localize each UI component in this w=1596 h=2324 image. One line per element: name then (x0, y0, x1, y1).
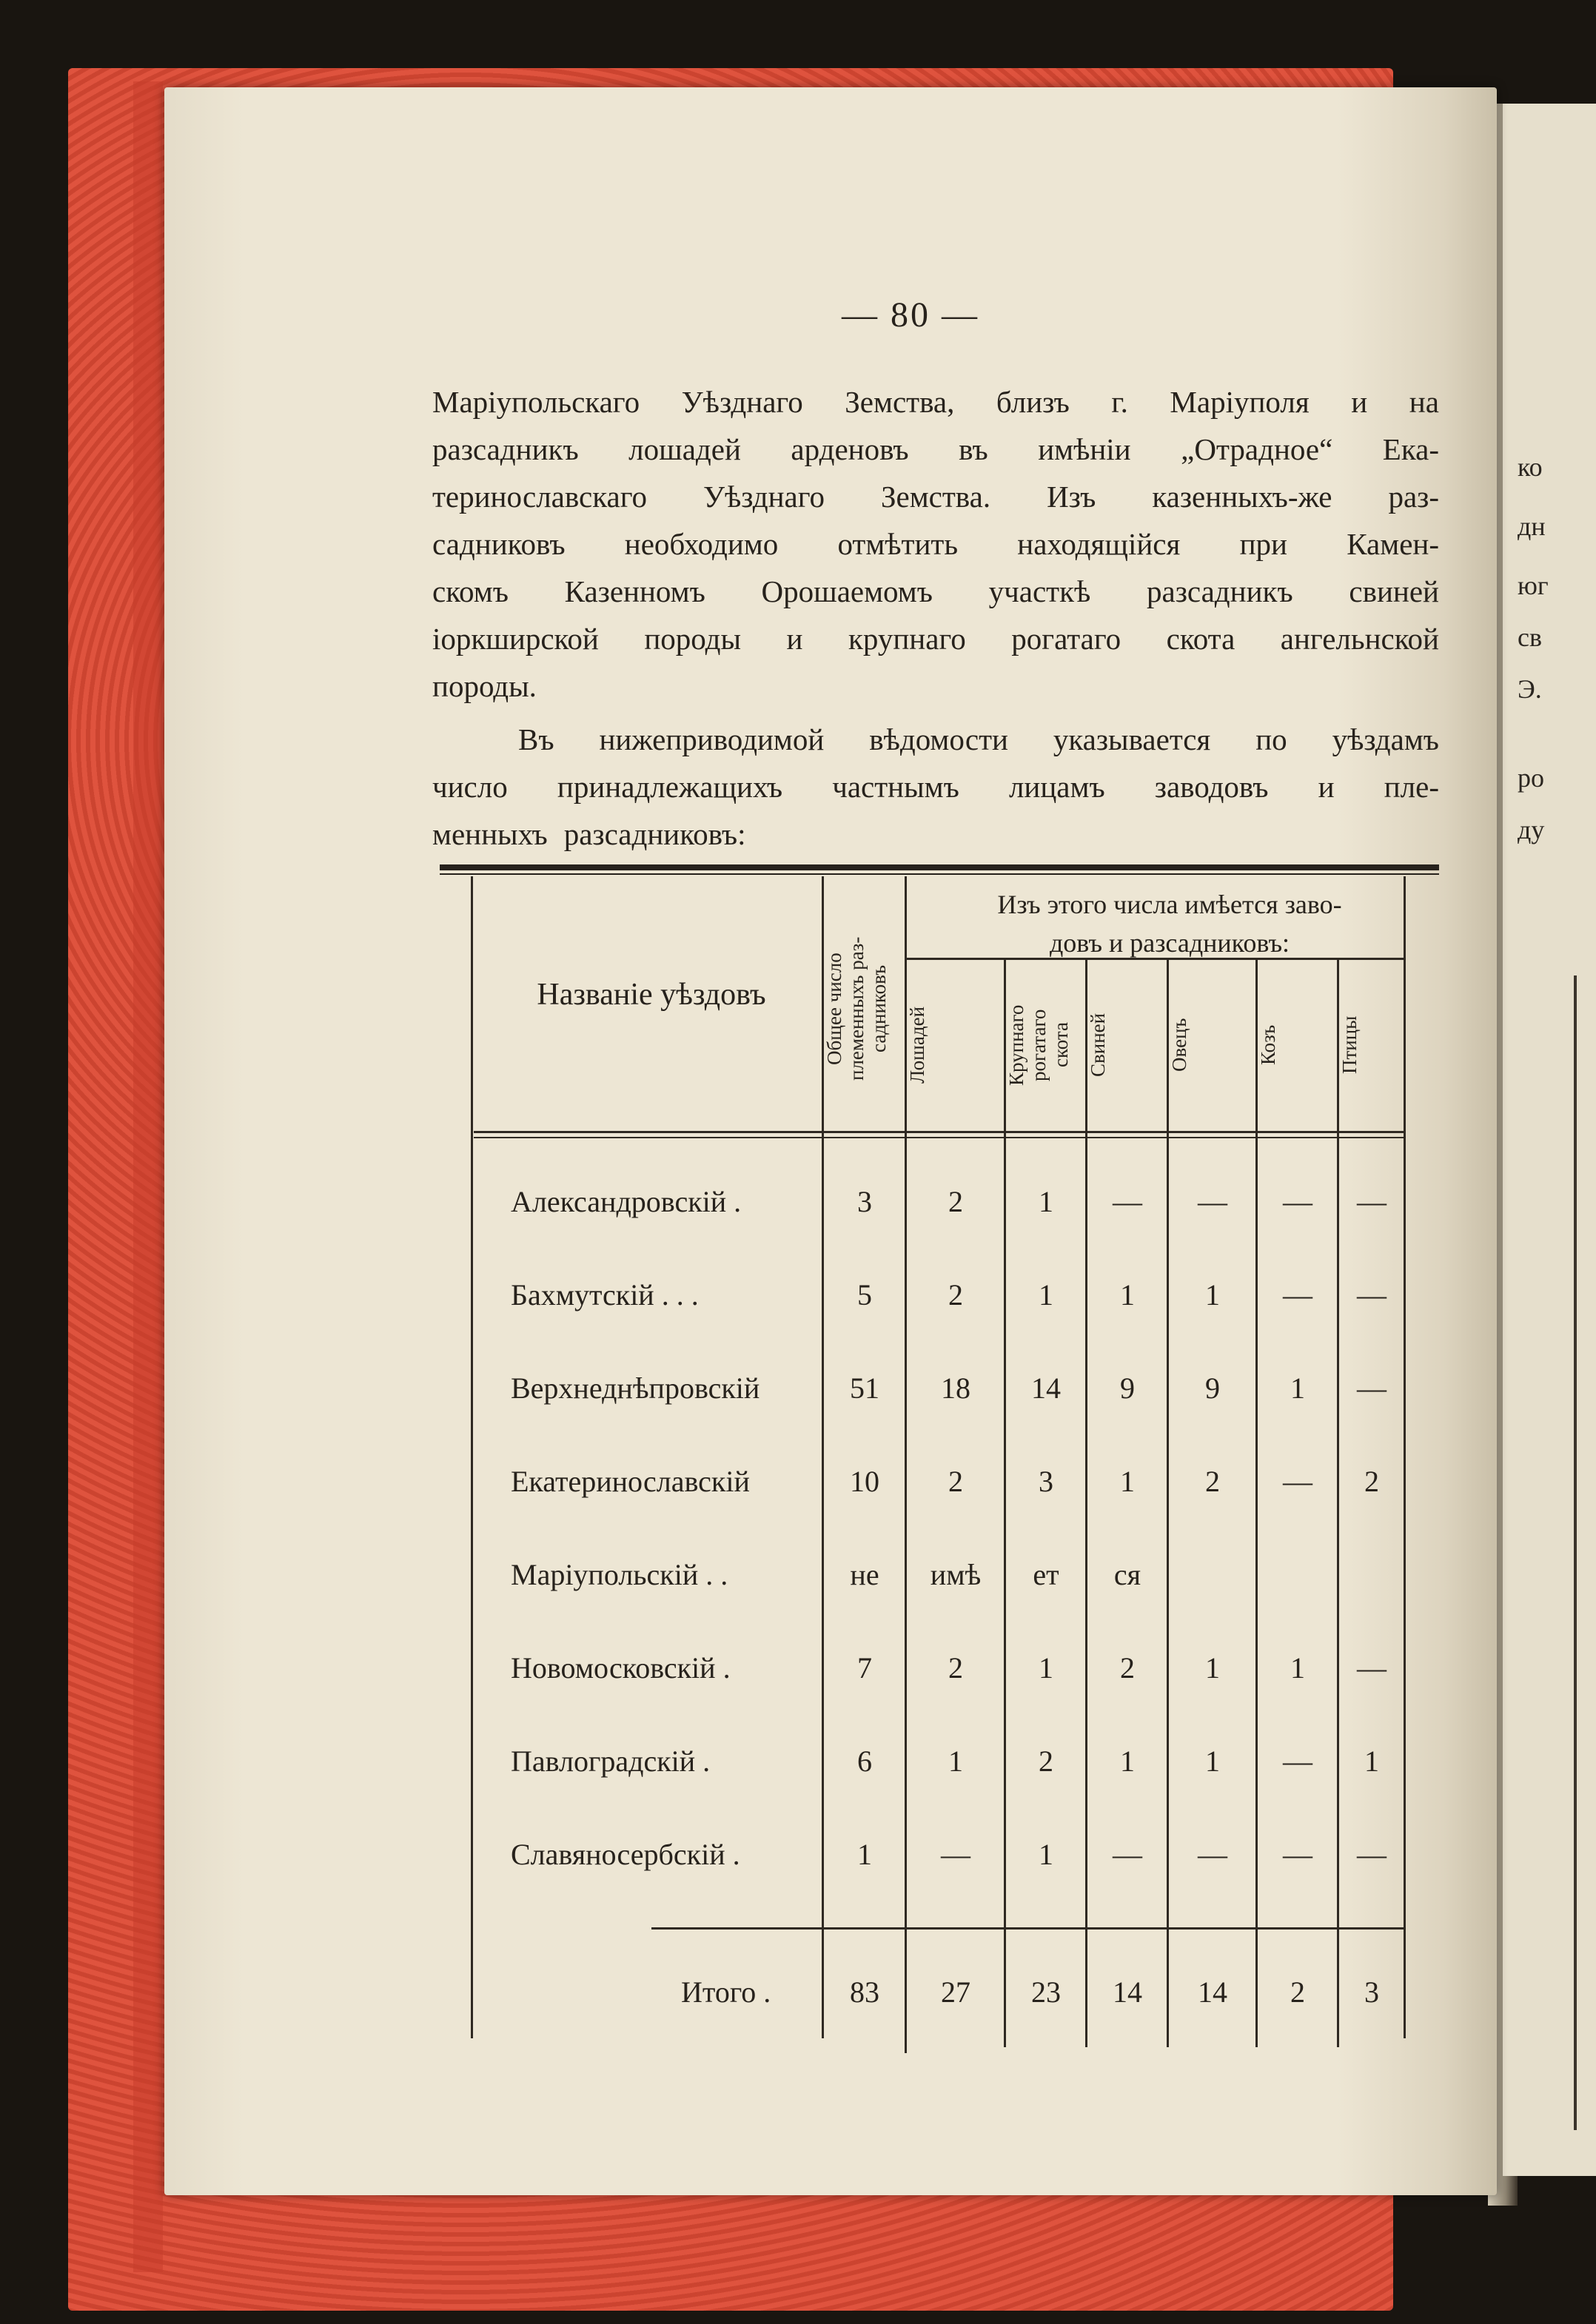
facing-page-text: Э. (1518, 674, 1542, 704)
column-header-animal (1005, 962, 1087, 1128)
word: число (432, 770, 508, 804)
paragraph-line (432, 379, 1439, 425)
word: іоркширской (432, 622, 599, 656)
table-cell: 1 (1039, 1185, 1053, 1218)
column-header-total (823, 888, 905, 1129)
word: породы (644, 622, 741, 656)
row-district-name: Славяносербскій . (511, 1838, 740, 1871)
word: свиней (1349, 574, 1439, 608)
word: лицамъ (1008, 770, 1105, 804)
word: указывается (1053, 722, 1211, 756)
header-line: Общее число (823, 953, 845, 1065)
header-line: племенныхъ раз- (845, 936, 868, 1081)
table-cell: 1 (1290, 1371, 1305, 1405)
word: нижеприводимой (599, 722, 825, 756)
header-line: садниковъ (868, 964, 890, 1053)
word: уѣздамъ (1332, 722, 1439, 756)
table-cell: 3 (1039, 1465, 1053, 1498)
table-cell: 2 (948, 1278, 963, 1312)
table-cell: 3 (857, 1185, 872, 1218)
word: въ (959, 432, 988, 466)
table-cell: имѣ (930, 1558, 982, 1591)
table-cell: 2 (1120, 1651, 1135, 1685)
word: Ека- (1382, 432, 1439, 466)
word: Земства, (845, 385, 955, 419)
total-label: Итого . (681, 1975, 771, 2009)
word: принадлежащихъ (557, 770, 783, 804)
word: разсадникъ (1147, 574, 1293, 608)
table-cell: — (1283, 1744, 1312, 1778)
word: заводовъ (1154, 770, 1269, 804)
paragraph-line (432, 764, 1439, 810)
word: при (1239, 527, 1287, 561)
paragraph-line (432, 663, 1439, 709)
table-cell: 1 (1120, 1744, 1135, 1778)
table-cell: ет (1033, 1558, 1059, 1591)
word: Маріупольскаго (432, 385, 640, 419)
header-line: Крупнаго (1005, 1004, 1027, 1086)
table-cell: 2 (948, 1651, 963, 1685)
row-district-name: Павлоградскій . (511, 1744, 711, 1778)
table-cell: — (1357, 1278, 1387, 1312)
table-cell: — (1198, 1838, 1227, 1871)
table-cell: — (1283, 1465, 1312, 1498)
table-total-rule (651, 1927, 1404, 1930)
word: теринославскаго (432, 480, 647, 514)
word: Уѣзднаго (703, 480, 825, 514)
word: рогатаго (1011, 622, 1121, 656)
facing-page (1503, 104, 1596, 2176)
table-cell: — (1198, 1185, 1227, 1218)
word: „Отрадное“ (1181, 432, 1333, 466)
table-cell: 2 (948, 1185, 963, 1218)
table-cell: 1 (1205, 1278, 1220, 1312)
word: породы. (432, 669, 537, 703)
word: Земства. (881, 480, 991, 514)
word: ангельнской (1280, 622, 1439, 656)
table-cell: — (1113, 1838, 1142, 1871)
paragraph-line (432, 474, 1439, 520)
row-district-name: Маріупольскій . . (511, 1558, 728, 1591)
word: вѣдомости (869, 722, 1008, 756)
total-cell: 14 (1113, 1975, 1142, 2009)
word: арденовъ (791, 432, 909, 466)
paragraph-line (432, 568, 1439, 614)
table-cell: 2 (1205, 1465, 1220, 1498)
word: казенныхъ-же (1152, 480, 1332, 514)
word: крупнаго (848, 622, 966, 656)
table-cell: ся (1113, 1558, 1141, 1591)
word: частнымъ (832, 770, 959, 804)
word: пле- (1384, 770, 1439, 804)
row-district-name: Александровскій . (511, 1185, 742, 1218)
table-cell: 1 (1290, 1651, 1305, 1685)
table-cell: — (1283, 1838, 1312, 1871)
row-district-name: Екатеринославскій (511, 1465, 750, 1498)
facing-page-text: ко (1518, 452, 1543, 482)
word: Маріуполя (1170, 385, 1310, 419)
word: Орошаемомъ (761, 574, 933, 608)
table-cell (1168, 1554, 1257, 1596)
table-cell: — (1113, 1185, 1142, 1218)
row-district-name: Бахмутскій . . . (511, 1278, 699, 1312)
paragraph-line (432, 521, 1439, 567)
column-header-animal (1168, 962, 1257, 1128)
table-cell: 1 (1039, 1278, 1053, 1312)
word: по (1255, 722, 1287, 756)
total-cell: 27 (941, 1975, 970, 2009)
word: Камен- (1347, 527, 1439, 561)
facing-page-text: юг (1518, 571, 1549, 600)
word: раз- (1388, 480, 1439, 514)
word: на (1409, 385, 1439, 419)
table-cell: 1 (1205, 1651, 1220, 1685)
header-line: скота (1050, 1022, 1072, 1068)
word: Изъ (1047, 480, 1096, 514)
header-line: довъ и разсадниковъ: (1049, 928, 1290, 958)
word: разсадниковъ: (563, 817, 746, 851)
facing-page-text: ро (1518, 763, 1544, 793)
table-cell: 14 (1031, 1371, 1061, 1405)
word: участкѣ (988, 574, 1091, 608)
table-cell: 9 (1205, 1371, 1220, 1405)
table-cell: 1 (857, 1838, 872, 1871)
header-line: рогатаго (1027, 1009, 1050, 1081)
table-header-rule (474, 1131, 1404, 1133)
word: имѣніи (1038, 432, 1131, 466)
paragraph-line (432, 811, 1439, 857)
column-header-animal (906, 962, 1005, 1128)
table-cell: 10 (850, 1465, 879, 1498)
table-cell: 1 (948, 1744, 963, 1778)
header-line: Изъ этого числа имѣется заво- (997, 890, 1342, 919)
table-cell: 1 (1039, 1838, 1053, 1871)
word: Уѣзднаго (681, 385, 803, 419)
total-cell: 3 (1364, 1975, 1379, 2009)
table-cell (1338, 1554, 1405, 1596)
table-cell: 5 (857, 1278, 872, 1312)
paragraph-line (432, 616, 1439, 662)
word: близъ (996, 385, 1070, 419)
word: г. (1111, 385, 1128, 419)
word: лошадей (628, 432, 741, 466)
header-line: Козъ (1257, 1024, 1279, 1066)
header-line: Птицы (1338, 1015, 1361, 1075)
word: и (786, 622, 803, 656)
header-line: Овецъ (1168, 1018, 1190, 1072)
table-cell: 1 (1120, 1465, 1135, 1498)
table-cell: 9 (1120, 1371, 1135, 1405)
table-cell: 2 (948, 1465, 963, 1498)
row-district-name: Верхнеднѣпровскій (511, 1371, 760, 1405)
table-cell: 1 (1364, 1744, 1379, 1778)
table-cell: — (941, 1838, 970, 1871)
header-line: Лошадей (906, 1006, 928, 1084)
table-cell: — (1357, 1651, 1387, 1685)
table-cell: 1 (1205, 1744, 1220, 1778)
facing-page-rule (1574, 975, 1577, 2130)
header-line: Свиней (1087, 1012, 1109, 1078)
word: скота (1166, 622, 1235, 656)
word: Казенномъ (564, 574, 705, 608)
page-number: — 80 — (842, 295, 979, 335)
table-cell: — (1283, 1278, 1312, 1312)
table-cell: не (850, 1558, 879, 1591)
total-cell: 23 (1031, 1975, 1061, 2009)
word: менныхъ (432, 817, 548, 851)
total-cell: 2 (1290, 1975, 1305, 2009)
word: разсадникъ (432, 432, 579, 466)
table-cell: 18 (941, 1371, 970, 1405)
word: и (1318, 770, 1335, 804)
table-cell: — (1357, 1371, 1387, 1405)
table-cell: 2 (1364, 1465, 1379, 1498)
column-header-animal (1257, 962, 1338, 1128)
paragraph-line (518, 716, 1439, 762)
table-cell: 1 (1039, 1651, 1053, 1685)
total-cell: 83 (850, 1975, 879, 2009)
word: находящійся (1017, 527, 1181, 561)
table-cell: 51 (850, 1371, 879, 1405)
table-cell: — (1357, 1185, 1387, 1218)
table-cell: 6 (857, 1744, 872, 1778)
table-top-rule-thin (440, 873, 1439, 875)
table-cell (1257, 1554, 1338, 1596)
total-cell: 14 (1198, 1975, 1227, 2009)
table-cell: 2 (1039, 1744, 1053, 1778)
table-border-left (471, 876, 473, 2038)
table-top-rule (440, 864, 1439, 870)
row-district-name: Новомосковскій . (511, 1651, 731, 1685)
table-cell: 7 (857, 1651, 872, 1685)
column-header-district: Названіе уѣздовъ (537, 978, 766, 1012)
word: и (1351, 385, 1368, 419)
word: Въ (518, 722, 554, 756)
table-header-rule-thin (474, 1137, 1404, 1138)
facing-page-text: ду (1518, 815, 1545, 844)
table-cell: — (1283, 1185, 1312, 1218)
facing-page-text: дн (1518, 511, 1546, 541)
facing-page-text: св (1518, 622, 1542, 652)
paragraph-line (432, 426, 1439, 472)
word: садниковъ (432, 527, 566, 561)
column-group-header (911, 885, 1429, 962)
word: скомъ (432, 574, 509, 608)
table-cell: — (1357, 1838, 1387, 1871)
cover-edge (133, 81, 163, 2272)
table-cell: 1 (1120, 1278, 1135, 1312)
column-header-animal (1087, 962, 1168, 1128)
column-header-animal (1338, 962, 1405, 1128)
word: отмѣтить (837, 527, 959, 561)
word: необходимо (624, 527, 779, 561)
